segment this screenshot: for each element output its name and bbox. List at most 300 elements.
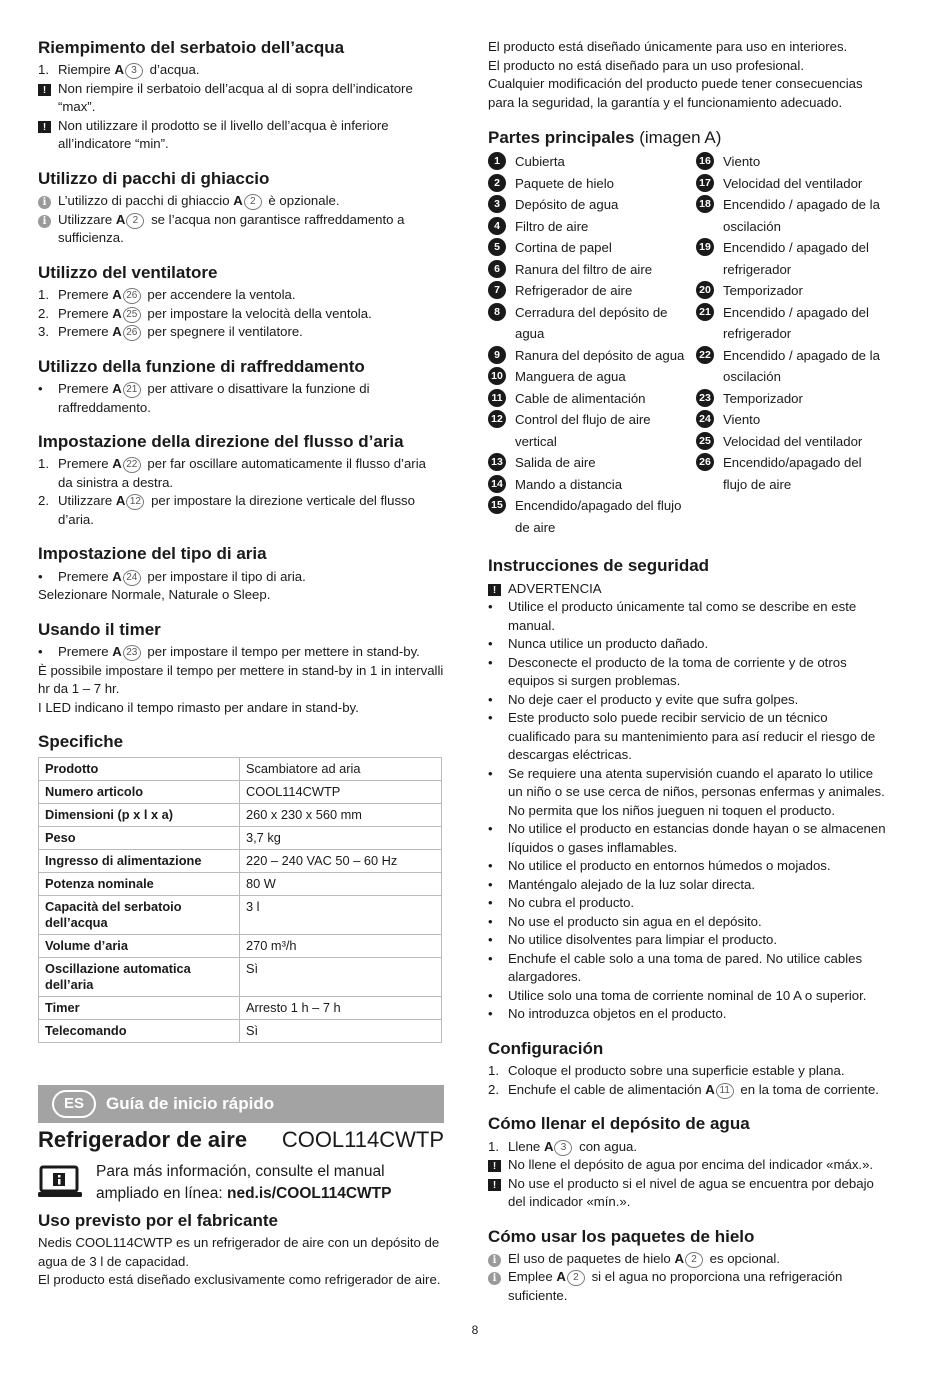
part-number-badge: 3 — [488, 195, 506, 213]
section-safety — [488, 556, 888, 1023]
manual-link[interactable]: ned.is/COOL114CWTP — [226, 1184, 392, 1202]
spec-value: Arresto 1 h – 7 h — [240, 996, 442, 1019]
part-label: Viento — [723, 412, 761, 428]
intended-use-heading: Uso previsto por el fabricante — [38, 1210, 278, 1230]
table-row — [39, 757, 442, 780]
part-label: Temporizador — [723, 283, 803, 299]
table-row — [39, 934, 442, 957]
bullet: • — [488, 987, 493, 1003]
part-number-circle: 2 — [685, 1252, 703, 1268]
part-item — [696, 237, 888, 280]
bullet: • — [488, 710, 493, 726]
manual-line: ampliado en línea: — [96, 1184, 227, 1202]
spec-key: Volume d’aria — [39, 934, 240, 957]
list-item — [38, 286, 444, 305]
section-heading: Configuración — [488, 1038, 604, 1058]
list-item — [38, 643, 444, 662]
part-item — [696, 302, 888, 345]
part-item — [488, 216, 696, 238]
figure-ref: A — [112, 381, 122, 397]
text-part: per attivare o disattivare la funzione di raffreddamento. — [58, 381, 370, 415]
part-item — [488, 151, 696, 173]
list-marker: 1. — [488, 1138, 499, 1154]
part-number-circle: 22 — [123, 457, 141, 473]
spec-value: 270 m³/h — [240, 934, 442, 957]
text-part: Premere — [58, 644, 113, 660]
bullet: • — [488, 858, 493, 874]
part-number-circle: 3 — [125, 63, 143, 79]
spec-value: 260 x 230 x 560 mm — [240, 803, 442, 826]
text-part: Coloque el producto sobre una superficie estable y plana. — [508, 1063, 845, 1079]
spec-key: Peso — [39, 826, 240, 849]
manual-line: Para más información, consulte el manual — [96, 1162, 385, 1180]
list-text: No introduzca objetos en el producto. — [508, 1006, 727, 1022]
part-label: Ranura del depósito de agua — [515, 347, 685, 363]
spec-value: 3,7 kg — [240, 826, 442, 849]
part-label: Cortina de papel — [515, 240, 612, 256]
part-label: Viento — [723, 154, 761, 170]
list-marker: 1. — [488, 1063, 499, 1079]
figure-ref: A — [115, 493, 126, 509]
spec-value: 3 l — [240, 895, 442, 934]
part-number-badge: 10 — [488, 367, 506, 385]
list-text — [58, 323, 444, 342]
paragraph: Nedis COOL114CWTP es un refrigerador de aire con un depósito de agua de 3 l de capacidad. — [38, 1235, 440, 1269]
part-item — [488, 194, 696, 216]
list-text — [58, 380, 444, 417]
part-item — [488, 495, 696, 538]
list-item — [488, 1081, 888, 1100]
list-text: Utilice solo una toma de corriente nominal de 10 A o superior. — [508, 987, 867, 1003]
part-number-badge: 8 — [488, 303, 506, 321]
list-marker — [38, 211, 58, 230]
table-row — [39, 895, 442, 934]
part-number-badge: 5 — [488, 238, 506, 256]
list-marker — [488, 1175, 508, 1194]
table-row — [39, 996, 442, 1019]
part-label: Encendido / apagado del refrigerador — [723, 240, 869, 277]
figure-ref: A — [112, 568, 122, 584]
section-air-type-it — [38, 544, 444, 604]
table-row — [39, 803, 442, 826]
list-text — [508, 1138, 888, 1157]
list-marker: 2. — [488, 1081, 499, 1097]
text-part: en la toma de corriente. — [736, 1081, 879, 1097]
part-label: Velocidad del ventilador — [723, 433, 863, 449]
paragraph: È possibile impostare il tempo per mettere in stand-by in 1 in intervalli hr da 1 – 7 hr. — [38, 662, 444, 697]
text-part: Premere — [58, 568, 113, 584]
warning-label: ADVERTENCIA — [508, 580, 602, 596]
section-airflow-direction-it — [38, 432, 444, 529]
text-part: è opzionale. — [264, 193, 340, 209]
figure-ref: A — [112, 644, 122, 660]
spec-key: Telecomando — [39, 1019, 240, 1042]
page-number: 8 — [471, 1323, 479, 1337]
bullet: • — [488, 932, 493, 948]
list-item — [38, 323, 444, 342]
section-heading: Impostazione della direzione del flusso d’aria — [38, 432, 404, 452]
part-label: Encendido/apagado del flujo de aire — [723, 455, 862, 492]
text-part: se l’acqua non garantisce raffreddamento a sufficienza. — [58, 211, 405, 246]
parts-list — [488, 151, 888, 538]
part-number-badge: 25 — [696, 432, 714, 450]
section-ice-packs — [488, 1227, 888, 1306]
list-item — [488, 1156, 888, 1175]
list-item — [488, 876, 888, 895]
part-number-circle: 2 — [244, 194, 262, 210]
table-row — [39, 849, 442, 872]
list-text: Desconecte el producto de la toma de corriente y de otros equipos si surgen problemas. — [508, 654, 847, 689]
section-fill-tank — [488, 1114, 888, 1211]
text-part: Llene — [508, 1138, 544, 1154]
spec-value: 220 – 240 VAC 50 – 60 Hz — [240, 849, 442, 872]
bullet: • — [488, 876, 493, 892]
part-item — [696, 452, 888, 495]
list-marker — [38, 80, 58, 99]
list-item — [488, 765, 888, 821]
list-marker: 3. — [38, 324, 49, 340]
list-marker: 1. — [38, 287, 49, 303]
text-part: Emplee — [508, 1269, 557, 1285]
list-item — [488, 894, 888, 913]
list-text: Non riempire il serbatoio dell’acqua al di sopra dell’indicatore “max”. — [58, 80, 413, 115]
list-item — [488, 691, 888, 710]
list-marker — [38, 117, 58, 136]
part-number-badge: 14 — [488, 475, 506, 493]
spec-value: 80 W — [240, 872, 442, 895]
list-text: Non utilizzare il prodotto se il livello dell’acqua è inferiore all’indicatore “min”. — [58, 117, 389, 152]
text-part: Riempire — [58, 62, 115, 78]
section-ice-packs-it — [38, 169, 444, 248]
part-label: Encendido/apagado del flujo de aire — [515, 498, 682, 535]
text-part: Premere — [58, 324, 113, 340]
section-heading: Usando il timer — [38, 619, 161, 639]
section-heading: Utilizzo della funzione di raffreddamento — [38, 356, 365, 376]
list-item — [488, 820, 888, 857]
list-marker — [488, 1250, 508, 1269]
list-item — [488, 1005, 888, 1024]
safety-heading: Instrucciones de seguridad — [488, 556, 710, 576]
product-heading-row — [38, 1127, 444, 1153]
part-label: Cubierta — [515, 154, 565, 170]
list-text — [58, 286, 444, 305]
list-item — [488, 931, 888, 950]
info-icon: i — [38, 215, 51, 228]
spec-key: Capacità del serbatoio dell’acqua — [39, 895, 240, 934]
left-column — [38, 38, 444, 1290]
part-label: Cable de alimentación — [515, 390, 646, 406]
bullet: • — [488, 691, 493, 707]
part-number-badge: 15 — [488, 496, 506, 514]
part-item — [696, 388, 888, 410]
text-part: con agua. — [575, 1138, 638, 1154]
list-text — [58, 643, 444, 662]
section-main-parts — [488, 128, 888, 538]
part-item — [488, 474, 696, 496]
part-label: Salida de aire — [515, 455, 596, 471]
text-part: per impostare il tempo per mettere in stand-by. — [143, 644, 420, 660]
list-marker — [38, 192, 58, 211]
text-part: d’acqua. — [145, 62, 200, 78]
list-text — [508, 1250, 888, 1269]
part-label: Manguera de agua — [515, 369, 626, 385]
part-number-badge: 23 — [696, 389, 714, 407]
list-text: No use el producto si el nivel de agua se encuentra por debajo del indicador «mín.». — [508, 1175, 874, 1210]
list-text: No utilice el producto en entornos húmedos o mojados. — [508, 858, 831, 874]
section-setup — [488, 1039, 888, 1099]
part-number-badge: 19 — [696, 238, 714, 256]
part-item — [488, 452, 696, 474]
bullet: • — [488, 636, 493, 652]
language-bar — [38, 1085, 444, 1123]
part-label: Velocidad del ventilador — [723, 175, 863, 191]
figure-ref: A — [112, 305, 122, 321]
list-text: No deje caer el producto y evite que sufra golpes. — [508, 691, 799, 707]
list-item — [488, 1062, 888, 1081]
part-label: Refrigerador de aire — [515, 283, 633, 299]
text-part: per spegnere il ventilatore. — [143, 324, 303, 340]
text-part: Premere — [58, 287, 113, 303]
list-text: No utilice el producto en estancias donde hayan o se almacenen líquidos o gases inflamables. — [508, 821, 886, 855]
part-label: Mando a distancia — [515, 476, 623, 492]
list-item — [488, 913, 888, 932]
part-number-badge: 22 — [696, 346, 714, 364]
part-number-badge: 26 — [696, 453, 714, 471]
warning-icon: ! — [488, 1179, 501, 1191]
text-part: Enchufe el cable de alimentación — [508, 1081, 706, 1097]
list-item — [488, 1250, 888, 1269]
table-row — [39, 826, 442, 849]
list-item — [488, 635, 888, 654]
bullet: • — [488, 895, 493, 911]
list-marker: 2. — [38, 493, 49, 509]
list-text: Se requiere una atenta supervisión cuando el aparato lo utilice un niño o se use cerca de niños, personas enfermas y animales. No permita que los niños jueguen ni toquen el producto. — [508, 765, 885, 818]
spec-key: Potenza nominale — [39, 872, 240, 895]
list-item — [38, 211, 444, 248]
table-row — [39, 1019, 442, 1042]
part-number-badge: 11 — [488, 389, 506, 407]
paragraph: El producto está diseñado únicamente para uso en interiores. — [488, 39, 848, 54]
part-label: Encendido / apagado de la oscilación — [723, 197, 880, 234]
text-part: si el agua no proporciona una refrigeración suficiente. — [508, 1269, 843, 1303]
paragraph: El producto está diseñado exclusivamente como refrigerador de aire. — [38, 1272, 441, 1288]
bullet: • — [488, 950, 493, 966]
part-label: Encendido / apagado del refrigerador — [723, 304, 869, 342]
text-part: per far oscillare automaticamente il flusso d’aria da sinistra a destra. — [58, 456, 426, 490]
part-number-badge: 24 — [696, 410, 714, 428]
list-item — [488, 654, 888, 691]
list-marker: 2. — [38, 305, 49, 321]
list-text — [508, 1268, 888, 1305]
spec-value: COOL114CWTP — [240, 780, 442, 803]
section-heading: Riempimento del serbatoio dell’acqua — [38, 38, 345, 57]
paragraph: I LED indicano il tempo rimasto per andare in stand-by. — [38, 699, 359, 715]
list-item — [38, 192, 444, 211]
list-text — [58, 455, 444, 492]
list-item — [488, 1175, 888, 1212]
list-item — [38, 305, 444, 324]
section-heading: Utilizzo del ventilatore — [38, 262, 218, 282]
text-part: Utilizzare — [58, 493, 116, 509]
figure-ref: A — [705, 1081, 715, 1097]
paragraph: Selezionare Normale, Naturale o Sleep. — [38, 587, 271, 603]
bullet: • — [488, 913, 493, 929]
spec-key: Dimensioni (p x l x a) — [39, 803, 240, 826]
spec-value: Scambiatore ad aria — [240, 757, 442, 780]
figure-ref: A — [112, 456, 122, 472]
list-marker — [488, 1268, 508, 1287]
spec-key: Timer — [39, 996, 240, 1019]
list-text — [58, 192, 444, 211]
part-number-circle: 21 — [123, 382, 141, 398]
part-label: Paquete de hielo — [515, 175, 614, 191]
language-badge: ES — [52, 1090, 96, 1118]
part-number-badge: 21 — [696, 303, 714, 321]
info-screen-icon — [38, 1165, 82, 1199]
list-item — [38, 568, 444, 587]
section-timer-it — [38, 620, 444, 717]
part-item — [696, 431, 888, 453]
part-number-badge: 2 — [488, 174, 506, 192]
parts-heading: Partes principales — [488, 128, 635, 147]
part-label: Filtro de aire — [515, 218, 589, 234]
specifications-heading: Specifiche — [38, 732, 124, 752]
table-row — [39, 780, 442, 803]
specifications-table — [38, 757, 442, 1043]
list-item — [38, 80, 444, 117]
part-item — [696, 151, 888, 173]
section-intro — [488, 38, 888, 112]
text-part: es opcional. — [705, 1250, 781, 1266]
spec-key: Prodotto — [39, 757, 240, 780]
list-text: Nunca utilice un producto dañado. — [508, 636, 709, 652]
list-text: Utilice el producto únicamente tal como se describe en este manual. — [508, 599, 857, 633]
figure-ref: A — [112, 287, 122, 303]
info-icon: i — [488, 1272, 501, 1285]
text-part: per accendere la ventola. — [143, 287, 296, 303]
list-text: No utilice disolventes para limpiar el producto. — [508, 932, 778, 948]
part-item — [488, 388, 696, 410]
part-label: Encendido / apagado de la oscilación — [723, 347, 880, 385]
list-item — [488, 857, 888, 876]
bullet: • — [488, 765, 493, 781]
parts-heading-sub: (imagen A) — [634, 128, 722, 147]
section-heading: Cómo usar los paquetes de hielo — [488, 1226, 755, 1246]
product-code: COOL114CWTP — [281, 1126, 444, 1152]
figure-ref: A — [556, 1269, 566, 1285]
bullet: • — [488, 821, 493, 837]
part-label: Ranura del filtro de aire — [515, 261, 653, 277]
list-item — [38, 492, 444, 529]
list-item — [488, 598, 888, 635]
list-marker: • — [38, 381, 43, 397]
list-text: No use el producto sin agua en el depósito. — [508, 913, 762, 929]
part-number-circle: 25 — [123, 307, 141, 323]
bullet: • — [488, 599, 493, 615]
section-heading: Utilizzo di pacchi di ghiaccio — [38, 168, 270, 188]
figure-ref: A — [543, 1138, 554, 1154]
part-item — [488, 366, 696, 388]
text-part: Utilizzare — [58, 211, 116, 227]
list-text — [58, 305, 444, 324]
part-number-badge: 12 — [488, 410, 506, 428]
part-number-circle: 23 — [123, 645, 141, 661]
text-part: Premere — [58, 381, 113, 397]
part-item — [696, 345, 888, 388]
part-item — [696, 173, 888, 195]
part-item — [488, 302, 696, 345]
table-row — [39, 957, 442, 996]
info-icon: i — [488, 1254, 501, 1267]
list-text: Manténgalo alejado de la luz solar directa. — [508, 876, 756, 892]
part-number-circle: 12 — [126, 494, 144, 510]
list-text — [508, 1081, 888, 1100]
part-number-circle: 2 — [126, 213, 144, 229]
paragraph: El producto no está diseñado para un uso profesional. — [488, 57, 804, 73]
part-number-badge: 20 — [696, 281, 714, 299]
list-item — [488, 1268, 888, 1305]
part-item — [488, 237, 696, 259]
warning-icon: ! — [488, 584, 501, 596]
list-text: No llene el depósito de agua por encima del indicador «máx.». — [508, 1157, 874, 1173]
section-heading: Impostazione del tipo di aria — [38, 544, 267, 564]
part-number-badge: 18 — [696, 195, 714, 213]
list-text — [58, 568, 444, 587]
warning-row — [488, 580, 888, 599]
list-text: No cubra el producto. — [508, 895, 635, 911]
text-part: per impostare la direzione verticale del flusso d’aria. — [58, 493, 415, 527]
spec-key: Oscillazione automatica dell’aria — [39, 957, 240, 996]
list-marker — [488, 1156, 508, 1175]
part-number-circle: 3 — [554, 1140, 572, 1156]
part-number-badge: 6 — [488, 260, 506, 278]
part-number-circle: 11 — [716, 1083, 734, 1099]
section-fan-it — [38, 263, 444, 342]
part-number-badge: 1 — [488, 152, 506, 170]
list-marker: 1. — [38, 456, 49, 472]
list-item — [38, 455, 444, 492]
warning-icon: ! — [38, 84, 51, 96]
text-part: per impostare la velocità della ventola. — [143, 305, 372, 321]
list-text — [58, 61, 444, 80]
product-title: Refrigerador de aire — [38, 1126, 248, 1152]
text-part: El uso de paquetes de hielo — [508, 1250, 675, 1266]
part-number-circle: 2 — [567, 1270, 585, 1286]
list-marker: 1. — [38, 62, 49, 78]
list-item — [38, 380, 444, 417]
part-item — [488, 280, 696, 302]
bullet: • — [488, 654, 493, 670]
spec-value: Sì — [240, 1019, 442, 1042]
part-item — [696, 409, 888, 431]
list-text — [58, 492, 444, 529]
section-water-tank-it — [38, 38, 444, 154]
part-item — [696, 194, 888, 237]
list-item — [488, 709, 888, 765]
manual-info — [38, 1161, 444, 1205]
figure-ref: A — [233, 193, 243, 209]
part-label: Temporizador — [723, 390, 803, 406]
list-item — [38, 117, 444, 154]
list-text: Este producto solo puede recibir servicio de un técnico cualificado para su mantenimiento para así reducir el riesgo de descargas eléctricas. — [508, 710, 876, 763]
list-text: Enchufe el cable solo a una toma de pared. No utilice cables alargadores. — [508, 950, 863, 985]
text-part: Premere — [58, 456, 113, 472]
warning-icon: ! — [488, 1160, 501, 1172]
bullet: • — [488, 1006, 493, 1022]
part-item — [696, 280, 888, 302]
list-text — [508, 1062, 888, 1081]
part-item — [488, 409, 696, 452]
